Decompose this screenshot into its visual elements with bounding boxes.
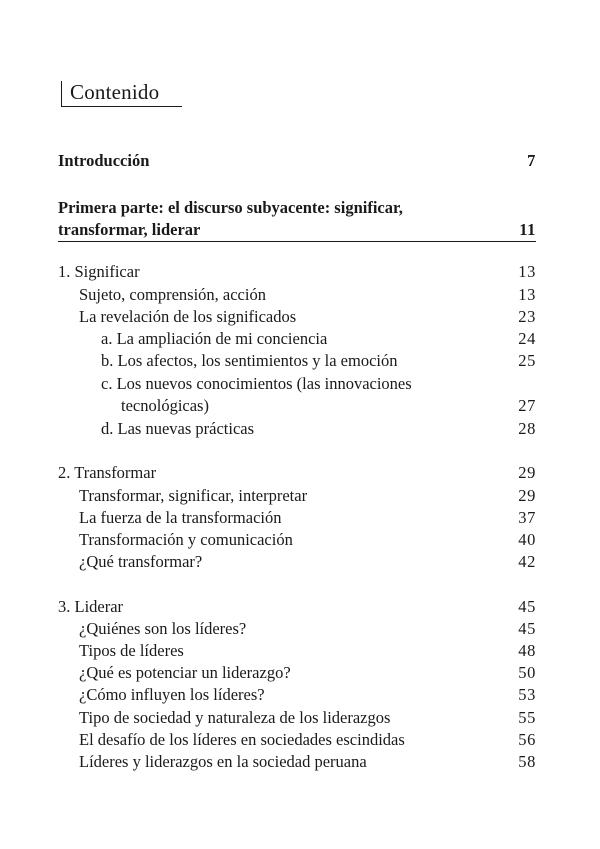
heading-vertical-bar (61, 81, 62, 106)
toc-entry-title: c. Los nuevos conocimientos (las innovaciones (101, 374, 412, 393)
toc-entry-page: 29 (518, 463, 536, 482)
toc-entry (58, 507, 536, 529)
toc-entry-title: El desafío de los líderes en sociedades escindidas (79, 730, 405, 749)
toc-entry (58, 662, 536, 684)
toc-entry-page: 53 (518, 685, 536, 704)
toc-entry-page: 37 (518, 508, 536, 527)
toc-entry-title: b. Los afectos, los sentimientos y la emoción (101, 351, 398, 370)
toc-entry (58, 551, 536, 573)
toc-entry-title: Introducción (58, 151, 150, 170)
toc-entry-title: Líderes y liderazgos en la sociedad peruana (79, 752, 367, 771)
toc-entry-title: ¿Qué transformar? (79, 552, 203, 571)
toc-entry-primera-parte-cont (58, 219, 536, 241)
toc-entry-title: Tipos de líderes (79, 641, 184, 660)
toc-heading (61, 79, 182, 109)
toc-entry (58, 485, 536, 507)
toc-entry (58, 350, 536, 372)
toc-entry-introduccion (58, 150, 536, 172)
toc-entry-page: 28 (518, 419, 536, 438)
toc-entry (58, 618, 536, 640)
toc-entry-title: Transformación y comunicación (79, 530, 293, 549)
toc-entry-title: ¿Quiénes son los líderes? (79, 619, 247, 638)
toc-entry (58, 306, 536, 328)
toc-entry-page: 50 (518, 663, 536, 682)
toc-entry-primera-parte (58, 197, 536, 219)
toc-entry-page: 55 (518, 708, 536, 727)
toc-entry-title: d. Las nuevas prácticas (101, 419, 255, 438)
toc-entry-page: 45 (518, 619, 536, 638)
toc-entry-title: La revelación de los significados (79, 307, 297, 326)
toc-entry-page: 58 (518, 752, 536, 771)
toc-entry-title: Tipo de sociedad y naturaleza de los liderazgos (79, 708, 391, 727)
toc-entry-title: transformar, liderar (58, 220, 201, 239)
toc-entry (58, 751, 536, 773)
toc-entry-title: ¿Qué es potenciar un liderazgo? (79, 663, 291, 682)
toc-entry-title: 1. Significar (58, 262, 140, 281)
toc-entry-page: 40 (518, 530, 536, 549)
toc-entry-page: 45 (518, 597, 536, 616)
toc-entry-page: 13 (518, 285, 536, 304)
toc-entry-title: tecnológicas) (121, 396, 209, 415)
toc-entry-page: 56 (518, 730, 536, 749)
toc-entry-title: 2. Transformar (58, 463, 157, 482)
part-divider-rule (58, 241, 536, 242)
toc-entry-transformar (58, 462, 536, 484)
toc-entry-page: 29 (518, 486, 536, 505)
toc-entry-liderar (58, 596, 536, 618)
toc-entry-title: 3. Liderar (58, 597, 124, 616)
toc-entry (58, 529, 536, 551)
toc-entry-title: a. La ampliación de mi conciencia (101, 329, 328, 348)
toc-entry-page: 13 (518, 262, 536, 281)
toc-entry (58, 395, 536, 417)
toc-entry-title: ¿Cómo influyen los líderes? (79, 685, 265, 704)
toc-entry-title: Primera parte: el discurso subyacente: significar, (58, 198, 403, 217)
heading-underline (61, 106, 182, 107)
toc-entry-page: 27 (518, 396, 536, 415)
toc-entry-page: 11 (519, 220, 536, 239)
toc-entry (58, 328, 536, 350)
toc-entry-page: 25 (518, 351, 536, 370)
toc-entry-page: 48 (518, 641, 536, 660)
toc-entry (58, 640, 536, 662)
toc-entry (58, 707, 536, 729)
toc-entry-significar (58, 261, 536, 283)
toc-entry (58, 418, 536, 440)
toc-entry-page: 7 (527, 151, 536, 170)
toc-entry-page: 24 (518, 329, 536, 348)
toc-entry-title: Transformar, significar, interpretar (79, 486, 308, 505)
toc-heading-text: Contenido (70, 80, 160, 104)
toc-entry (58, 284, 536, 306)
toc-entry (58, 684, 536, 706)
toc-entry-title: La fuerza de la transformación (79, 508, 282, 527)
toc-entry (58, 373, 536, 395)
toc-entry-page: 42 (518, 552, 536, 571)
toc-entry (58, 729, 536, 751)
toc-entry-page: 23 (518, 307, 536, 326)
toc-entry-title: Sujeto, comprensión, acción (79, 285, 266, 304)
